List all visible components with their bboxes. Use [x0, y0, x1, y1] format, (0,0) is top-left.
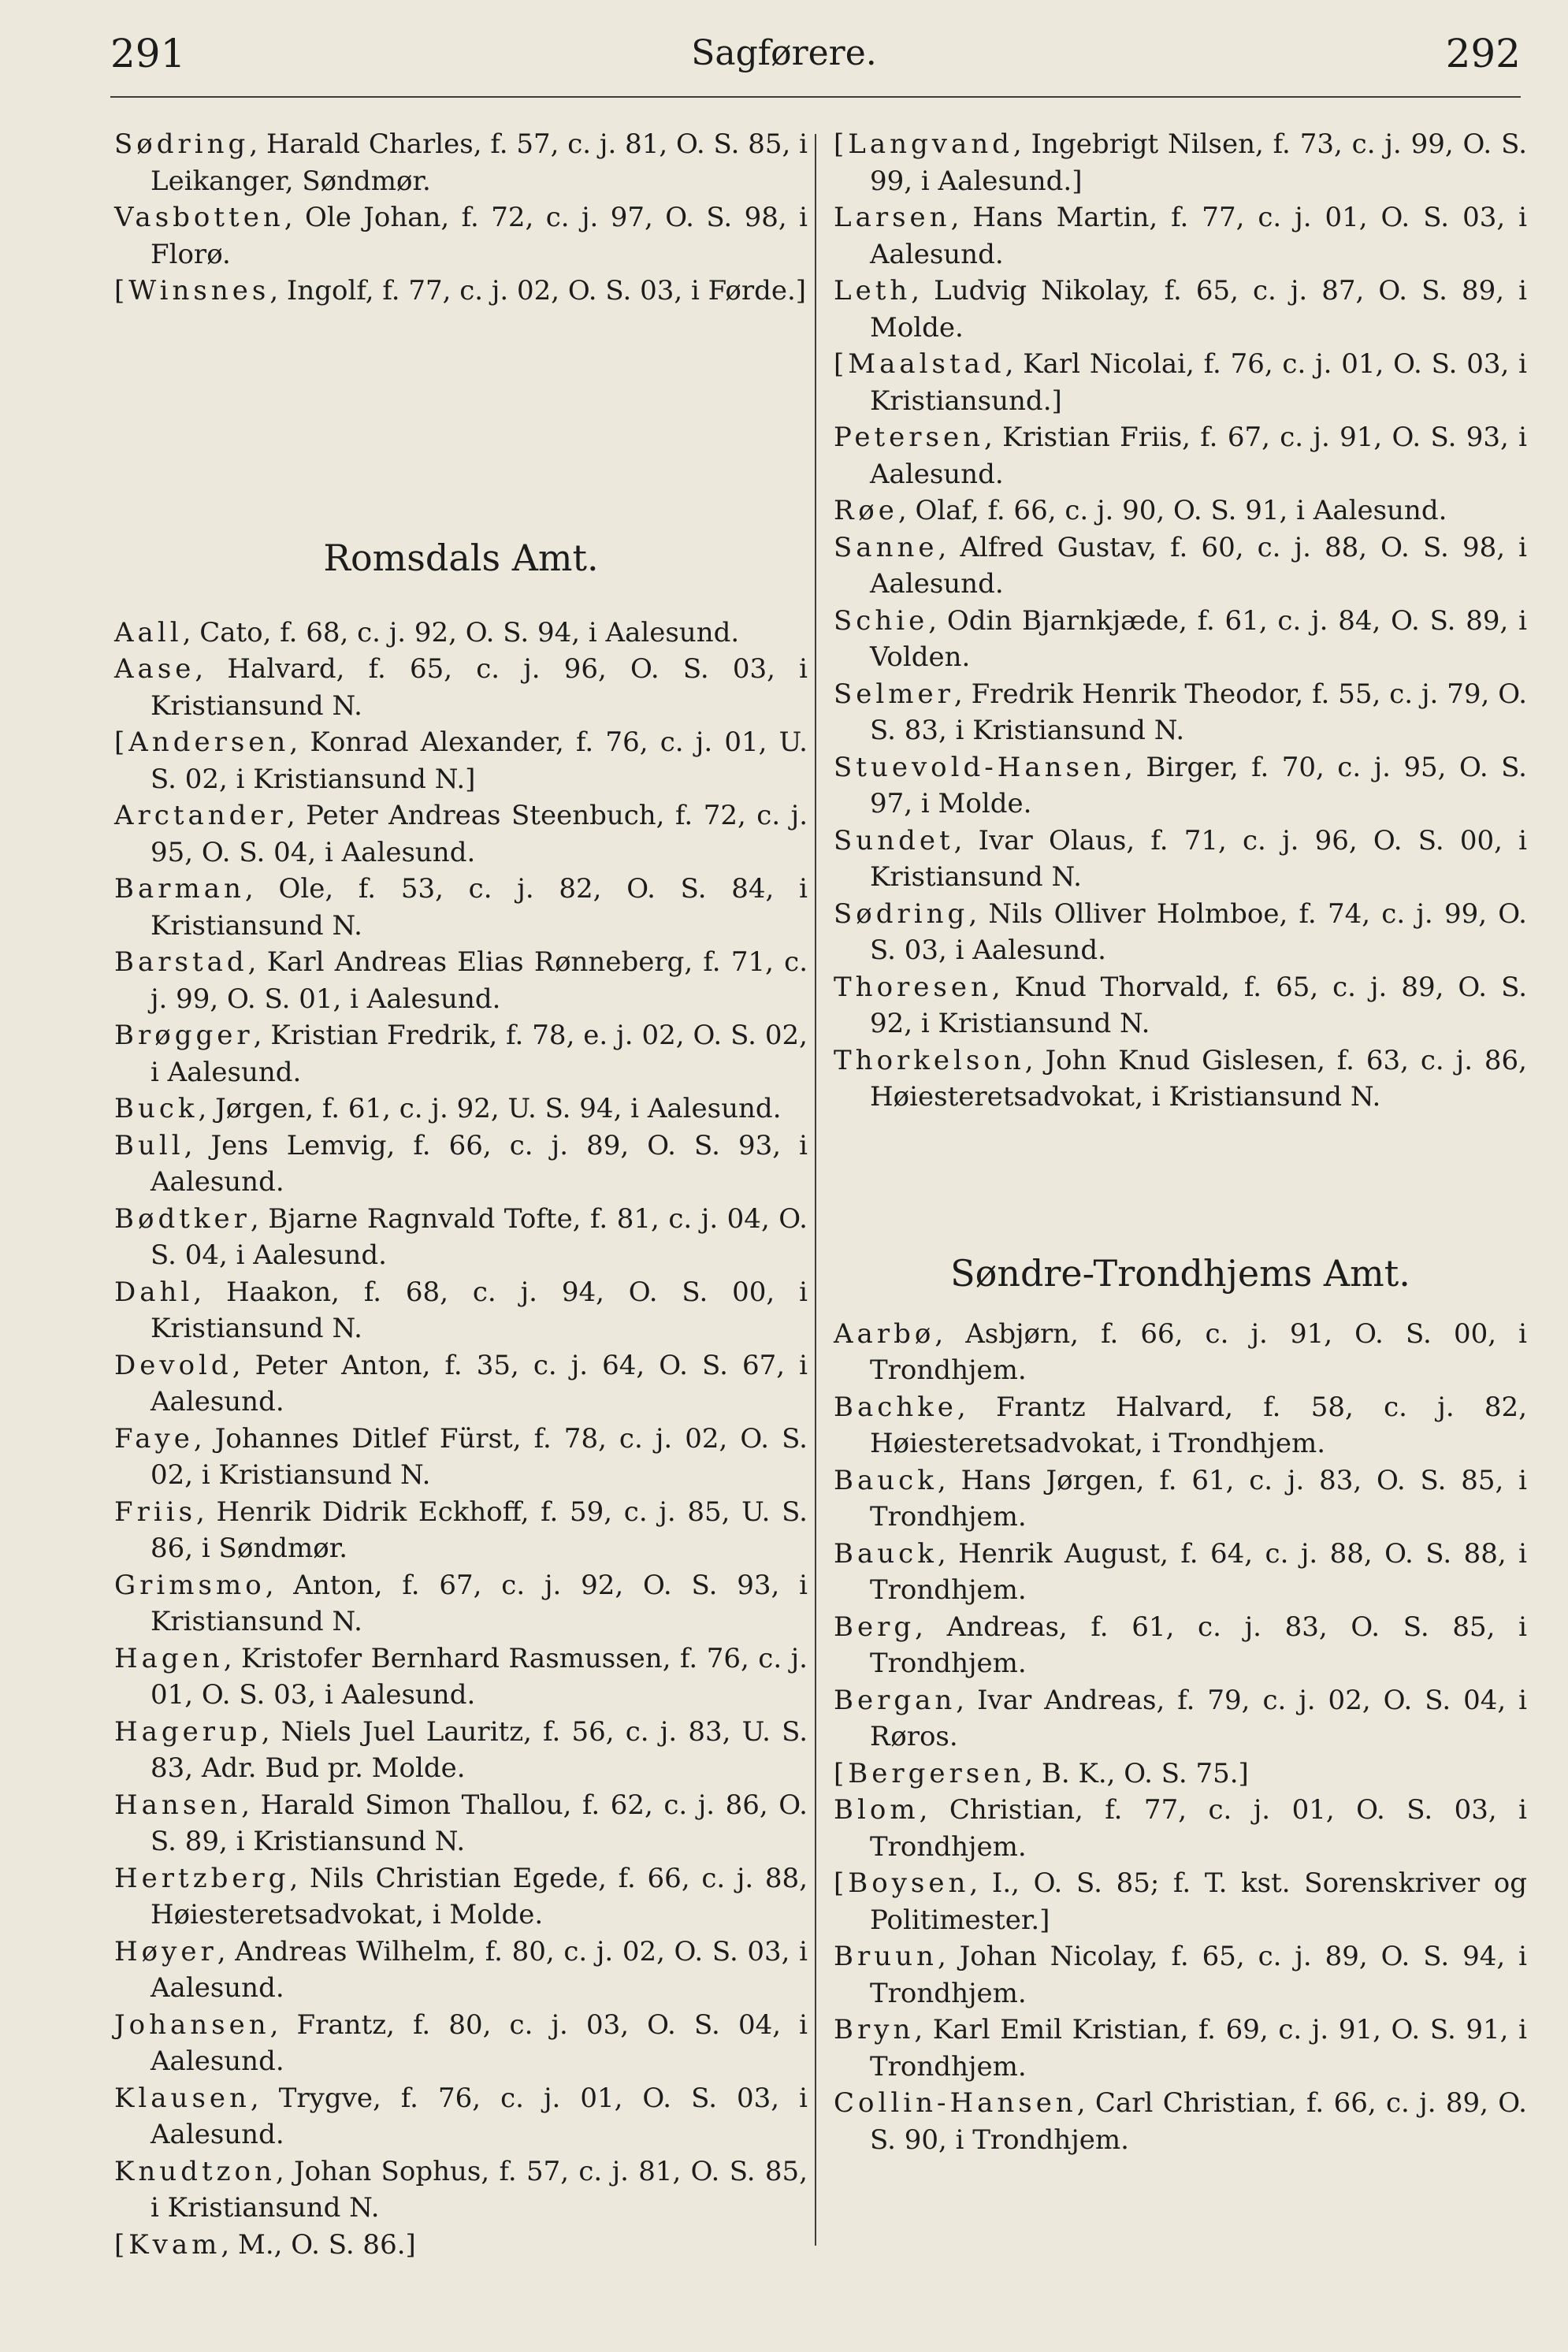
entry-surname: Grimsmo [114, 1569, 266, 1601]
entry-surname: Bull [114, 1129, 184, 1161]
entry-surname: Collin-Hansen [834, 2087, 1077, 2119]
entry-details: , Olaf, f. 66, c. j. 90, O. S. 91, i Aalesund. [897, 495, 1447, 526]
entry-details: , Frantz Halvard, f. 58, c. j. 82, Høiesteretsadvokat, i Trondhjem. [870, 1391, 1527, 1459]
entry-surname: [Boysen [834, 1867, 970, 1899]
entry-details: , Ole Johan, f. 72, c. j. 97, O. S. 98, i Florø. [150, 202, 808, 270]
directory-entry [834, 529, 1527, 603]
entry-details: , B. K., O. S. 75.] [1024, 1757, 1249, 1789]
entry-details: , Birger, f. 70, c. j. 95, O. S. 97, i Molde. [870, 751, 1527, 819]
directory-entry [834, 1316, 1527, 1389]
entry-details: , Johannes Ditlef Fürst, f. 78, c. j. 02, O. S. 02, i Kristiansund N. [150, 1422, 808, 1491]
entry-details: , M., O. S. 86.] [221, 2228, 416, 2261]
entry-surname: [Bergersen [834, 1757, 1025, 1789]
directory-entry [114, 615, 808, 652]
entry-details: , Nils Christian Egede, f. 66, c. j. 88, Høiesteretsadvokat, i Molde. [150, 1862, 808, 1930]
entry-surname: Bryn [834, 2014, 915, 2045]
entry-details: , Niels Juel Lauritz, f. 56, c. j. 83, U. S. 83, Adr. Bud pr. Molde. [150, 1715, 808, 1784]
directory-entry [114, 1860, 808, 1934]
entry-surname: Brøgger [114, 1020, 254, 1051]
entry-surname: Hagen [114, 1642, 224, 1674]
entry-surname: Bauck [834, 1464, 938, 1496]
entry-surname: Hansen [114, 1789, 242, 1821]
directory-entry [834, 419, 1527, 492]
entry-details: , Cato, f. 68, c. j. 92, O. S. 94, i Aalesund. [182, 616, 740, 648]
entry-surname: Thoresen [834, 971, 992, 1003]
entry-surname: Sødring [114, 128, 250, 160]
entry-surname: Klausen [114, 2082, 251, 2114]
directory-entry [114, 1017, 808, 1091]
directory-entry [834, 603, 1527, 676]
directory-entry [834, 1042, 1527, 1116]
entry-details: , Ole, f. 53, c. j. 82, O. S. 84, i Kristiansund N. [150, 873, 808, 942]
directory-entry [834, 1536, 1527, 1609]
directory-entry [834, 2085, 1527, 2158]
entry-surname: Schie [834, 604, 929, 637]
entry-surname: Høyer [114, 1935, 217, 1967]
entry-details: , Kristian Friis, f. 67, c. j. 91, O. S. 93, i Aalesund. [870, 422, 1527, 490]
entry-surname: Petersen [834, 422, 984, 453]
entry-details: , Kristofer Bernhard Rasmussen, f. 76, c. j. 01, O. S. 03, i Aalesund. [150, 1642, 808, 1711]
entry-details: , John Knud Gislesen, f. 63, c. j. 86, Høiesteretsadvokat, i Kristiansund N. [870, 1044, 1527, 1113]
directory-entry [834, 346, 1527, 419]
directory-entry [834, 1462, 1527, 1536]
entry-surname: Vasbotten [114, 202, 284, 233]
directory-entry [114, 1934, 808, 2007]
directory-entry [834, 749, 1527, 823]
entry-surname: Bachke [834, 1391, 957, 1423]
entry-surname: [Maalstad [834, 348, 1005, 380]
entry-surname: Friis [114, 1496, 197, 1528]
entry-surname: Arctander [114, 800, 287, 831]
entry-surname: Aase [114, 653, 195, 685]
directory-entry [834, 273, 1527, 346]
entry-details: , Jørgen, f. 61, c. j. 92, U. S. 94, i Aalesund. [198, 1093, 782, 1124]
entry-surname: [Langvand [834, 128, 1013, 160]
directory-entry [114, 871, 808, 944]
entry-surname: [Winsnes [114, 275, 270, 307]
entry-details: , Kristian Fredrik, f. 78, e. j. 02, O. S. 02, i Aalesund. [150, 1020, 808, 1088]
entry-surname: [Kvam [114, 2228, 221, 2261]
entry-details: , Christian, f. 77, c. j. 01, O. S. 03, i Trondhjem. [870, 1794, 1527, 1863]
entry-surname: Bruun [834, 1941, 938, 1972]
page-number-left: 291 [110, 31, 186, 76]
entry-surname: Sanne [834, 531, 938, 563]
entry-details: , Carl Christian, f. 66, c. j. 89, O. S. 90, i Trondhjem. [870, 2087, 1527, 2156]
directory-entry [114, 1567, 808, 1640]
entry-details: , Harald Charles, f. 57, c. j. 81, O. S. 85, i Leikanger, Søndmør. [150, 128, 808, 197]
entry-details: , Harald Simon Thallou, f. 62, c. j. 86, O. S. 89, i Kristiansund N. [150, 1789, 808, 1857]
section-title-sondre-trondhjems: Søndre-Trondhjems Amt. [950, 1251, 1410, 1295]
entry-surname: Aarbø [834, 1317, 935, 1350]
directory-entry [834, 1865, 1527, 1938]
entry-surname: Buck [114, 1093, 199, 1124]
directory-entry [834, 1682, 1527, 1756]
entry-details: , Ingebrigt Nilsen, f. 73, c. j. 99, O. S. 99, i Aalesund.] [870, 128, 1527, 197]
right-entries-section [834, 1316, 1527, 2159]
directory-entry [834, 2012, 1527, 2085]
entry-details: , Bjarne Ragnvald Tofte, f. 81, c. j. 04, O. S. 04, i Aalesund. [150, 1202, 808, 1271]
entry-details: , Frantz, f. 80, c. j. 03, O. S. 04, i Aalesund. [150, 2008, 808, 2077]
directory-entry [834, 126, 1527, 199]
entry-surname: Faye [114, 1422, 194, 1455]
directory-entry [834, 1389, 1527, 1462]
entry-details: , Ludvig Nikolay, f. 65, c. j. 87, O. S. 89, i Molde. [870, 275, 1527, 344]
directory-entry [114, 1787, 808, 1860]
entry-surname: Hagerup [114, 1715, 262, 1748]
entry-surname: Barman [114, 873, 245, 905]
entry-details: , Asbjørn, f. 66, c. j. 91, O. S. 00, i Trondhjem. [870, 1317, 1527, 1386]
directory-entry [114, 2153, 808, 2227]
directory-entry [114, 724, 808, 797]
entry-details: , Knud Thorvald, f. 65, c. j. 89, O. S. 92, i Kristiansund N. [870, 971, 1527, 1039]
entry-surname: Sundet [834, 824, 954, 856]
entry-details: , Ivar Andreas, f. 79, c. j. 02, O. S. 04, i Røros. [870, 1684, 1527, 1752]
directory-entry [114, 1421, 808, 1494]
directory-entry [114, 1640, 808, 1714]
directory-entry [834, 823, 1527, 896]
entry-surname: Berg [834, 1611, 916, 1643]
directory-entry [114, 1128, 808, 1201]
entry-details: , Andreas Wilhelm, f. 80, c. j. 02, O. S. 03, i Aalesund. [150, 1935, 808, 2004]
directory-entry [114, 1274, 808, 1347]
entry-surname: Larsen [834, 202, 951, 233]
directory-entry [114, 2080, 808, 2153]
directory-entry [114, 2227, 808, 2264]
directory-entry [114, 1201, 808, 1274]
entry-surname: Leth [834, 275, 912, 307]
directory-entry [834, 199, 1527, 273]
directory-entry [114, 1714, 808, 1787]
directory-entry [114, 797, 808, 871]
entry-surname: Johansen [114, 2008, 270, 2041]
directory-entry [834, 1938, 1527, 2012]
entry-surname: Knudtzon [114, 2155, 276, 2187]
directory-entry [114, 2007, 808, 2080]
entry-details: , Halvard, f. 65, c. j. 96, O. S. 03, i Kristiansund N. [150, 653, 808, 722]
directory-entry [114, 651, 808, 724]
entry-details: , Konrad Alexander, f. 76, c. j. 01, U. S. 02, i Kristiansund N.] [150, 726, 808, 795]
directory-entry [114, 199, 808, 273]
entry-surname: Bødtker [114, 1202, 251, 1235]
entry-details: , Karl Emil Kristian, f. 69, c. j. 91, O. S. 91, i Trondhjem. [870, 2014, 1527, 2083]
right-entries-top [834, 126, 1527, 1116]
directory-entry [114, 1347, 808, 1421]
entry-details: , Hans Jørgen, f. 61, c. j. 83, O. S. 85, i Trondhjem. [870, 1464, 1527, 1533]
directory-entry [114, 1494, 808, 1567]
section-title-romsdals: Romsdals Amt. [323, 536, 599, 579]
left-column [114, 126, 808, 2263]
entry-surname: Bergan [834, 1684, 957, 1716]
entry-details: , Henrik August, f. 64, c. j. 88, O. S. 88, i Trondhjem. [870, 1537, 1527, 1606]
entry-details: , Alfred Gustav, f. 60, c. j. 88, O. S. 98, i Aalesund. [870, 531, 1527, 600]
entry-surname: Blom [834, 1794, 920, 1826]
directory-entry [114, 273, 808, 310]
entry-surname: Selmer [834, 678, 954, 710]
directory-entry [114, 944, 808, 1017]
entry-surname: Stuevold-Hansen [834, 751, 1125, 783]
entry-surname: Dahl [114, 1276, 194, 1308]
directory-entry [834, 676, 1527, 749]
directory-entry [114, 126, 808, 199]
entry-details: , Henrik Didrik Eckhoff, f. 59, c. j. 85, U. S. 86, i Søndmør. [150, 1496, 808, 1564]
entry-details: , Hans Martin, f. 77, c. j. 01, O. S. 03, i Aalesund. [870, 202, 1527, 270]
left-entries-section [114, 615, 808, 2264]
left-entries-top [114, 126, 808, 310]
entry-details: , Jens Lemvig, f. 66, c. j. 89, O. S. 93, i Aalesund. [150, 1129, 808, 1198]
directory-entry [834, 492, 1527, 529]
entry-details: , Peter Andreas Steenbuch, f. 72, c. j. 95, O. S. 04, i Aalesund. [150, 800, 808, 868]
directory-entry [114, 1091, 808, 1128]
entry-details: , Andreas, f. 61, c. j. 83, O. S. 85, i Trondhjem. [870, 1611, 1527, 1679]
directory-entry [834, 1609, 1527, 1682]
entry-details: , Ivar Olaus, f. 71, c. j. 96, O. S. 00, i Kristiansund N. [870, 824, 1527, 893]
directory-entry [834, 896, 1527, 969]
entry-details: , Trygve, f. 76, c. j. 01, O. S. 03, i Aalesund. [150, 2082, 808, 2150]
entry-surname: Røe [834, 495, 898, 526]
directory-entry [834, 1792, 1527, 1865]
entry-details: , Anton, f. 67, c. j. 92, O. S. 93, i Kristiansund N. [150, 1569, 808, 1637]
entry-details: , Johan Sophus, f. 57, c. j. 81, O. S. 85, i Kristiansund N. [150, 2155, 808, 2224]
page-number-right: 292 [1445, 31, 1521, 76]
entry-surname: Aall [114, 616, 183, 648]
entry-surname: Hertzberg [114, 1862, 290, 1894]
right-column [834, 126, 1527, 2158]
entry-surname: [Andersen [114, 726, 290, 758]
entry-details: , Johan Nicolay, f. 65, c. j. 89, O. S. 94, i Trondhjem. [870, 1941, 1527, 2009]
entry-surname: Bauck [834, 1537, 938, 1570]
column-divider [815, 134, 816, 2246]
entry-surname: Barstad [114, 946, 248, 978]
entry-details: , Ingolf, f. 77, c. j. 02, O. S. 03, i Førde.] [269, 275, 807, 307]
header-rule [110, 96, 1521, 98]
entry-surname: Devold [114, 1349, 232, 1381]
entry-details: , Peter Anton, f. 35, c. j. 64, O. S. 67, i Aalesund. [150, 1349, 808, 1418]
directory-entry [834, 969, 1527, 1042]
directory-entry [834, 1756, 1527, 1793]
entry-details: , Fredrik Henrik Theodor, f. 55, c. j. 79, O. S. 83, i Kristiansund N. [870, 678, 1527, 746]
entry-details: , Nils Olliver Holmboe, f. 74, c. j. 99, O. S. 03, i Aalesund. [870, 897, 1527, 966]
running-title: Sagførere. [691, 33, 877, 73]
entry-details: , Karl Nicolai, f. 76, c. j. 01, O. S. 03, i Kristiansund.] [870, 348, 1527, 417]
entry-details: , I., O. S. 85; f. T. kst. Sorenskriver og Politimester.] [870, 1867, 1527, 1936]
entry-details: , Odin Bjarnkjæde, f. 61, c. j. 84, O. S. 89, i Volden. [870, 604, 1527, 673]
entry-details: , Karl Andreas Elias Rønneberg, f. 71, c. j. 99, O. S. 01, i Aalesund. [150, 946, 808, 1015]
entry-details: , Haakon, f. 68, c. j. 94, O. S. 00, i Kristiansund N. [150, 1276, 808, 1344]
entry-surname: Thorkelson [834, 1044, 1025, 1076]
entry-surname: Sødring [834, 897, 969, 930]
